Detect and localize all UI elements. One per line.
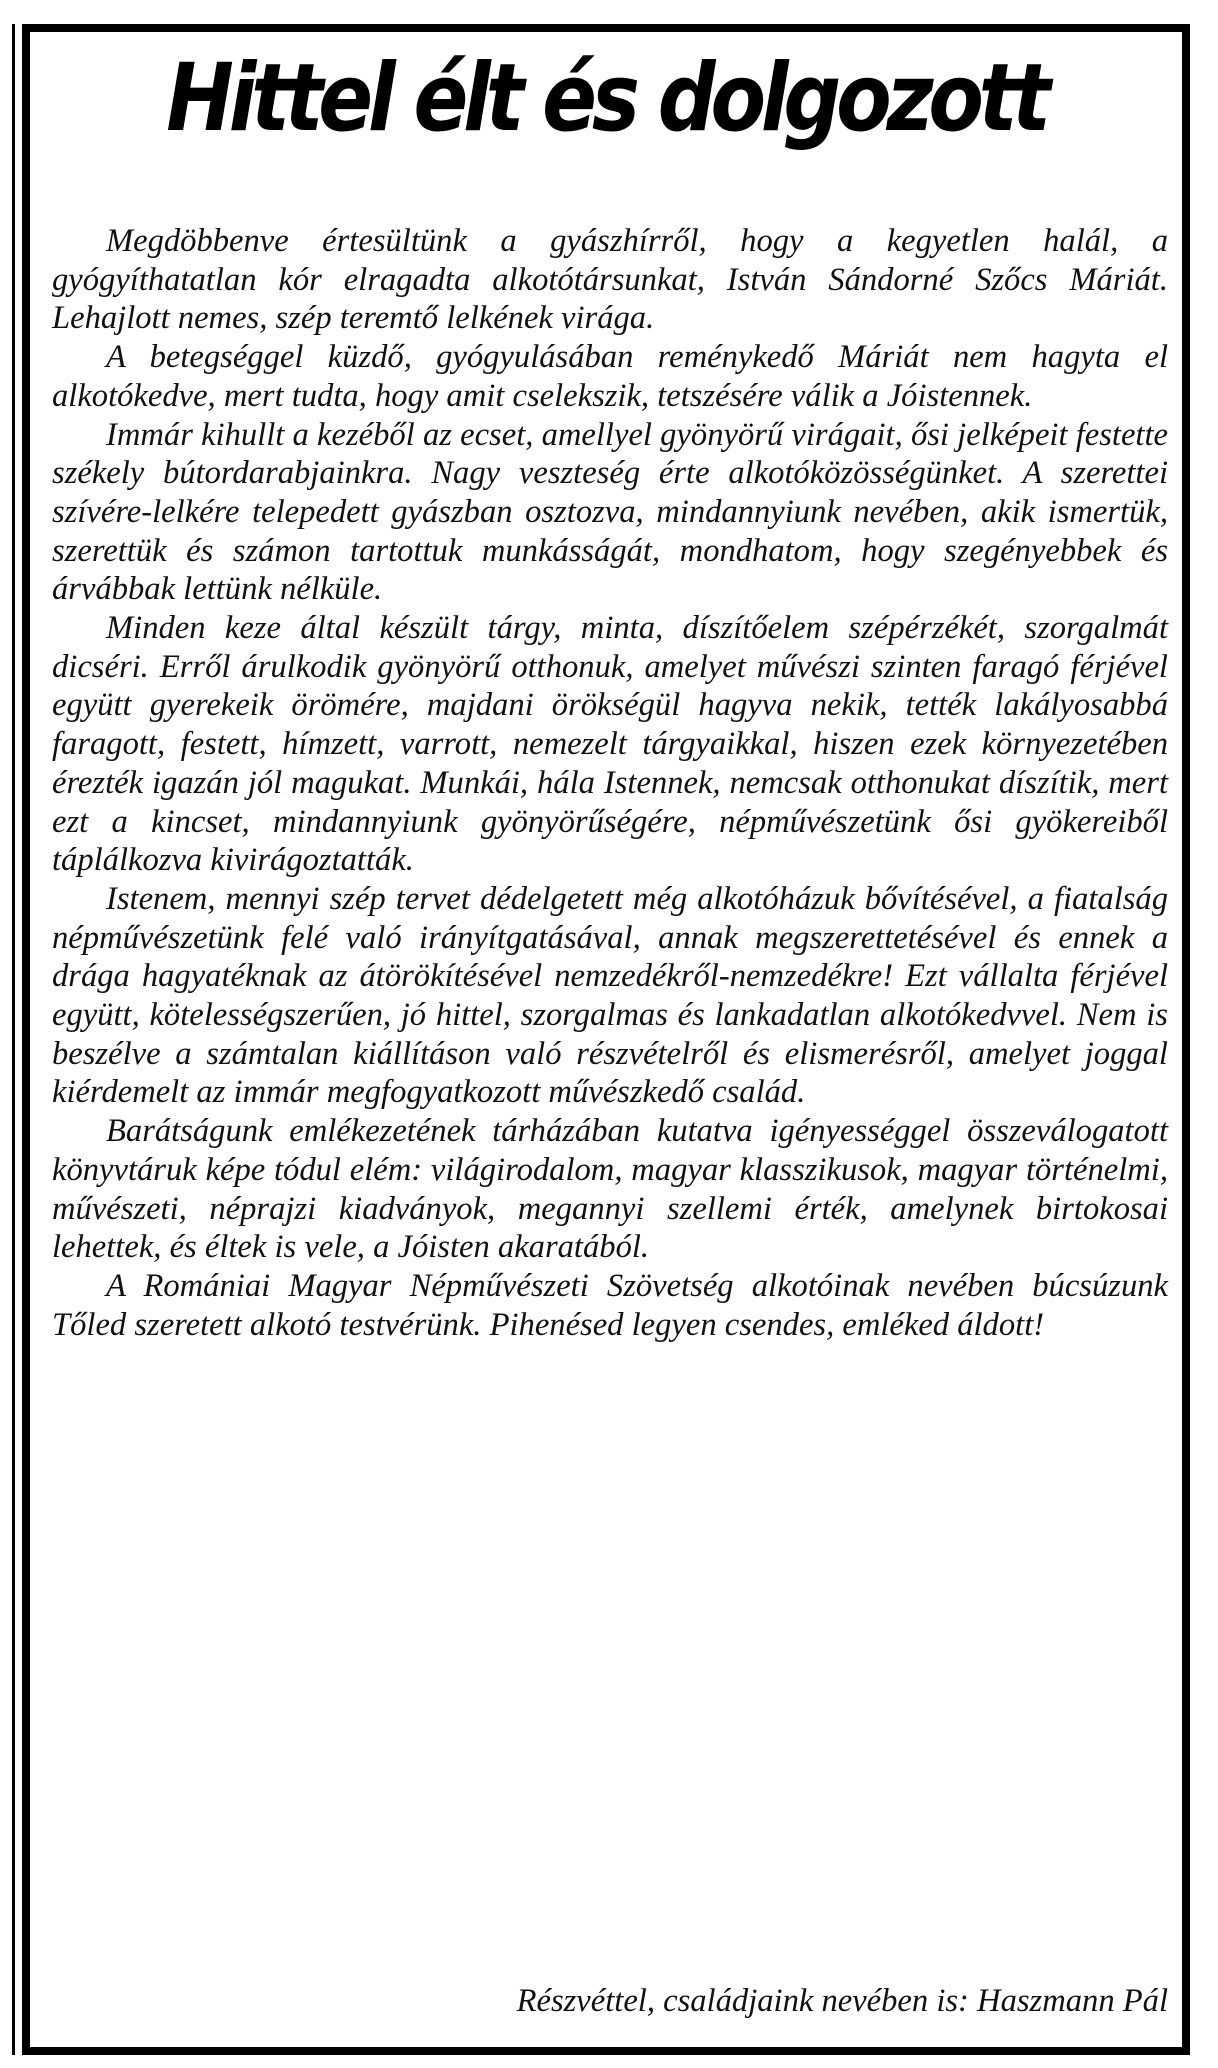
article-paragraph: Minden keze által készült tárgy, minta, díszítőelem szépérzékét, szorgalmát dicséri. Erről árulkodik gyönyörű otthonuk, amelyet művészi szinten faragó férjével együtt gyerekeik örömére, majdani örökségül hagyva nekik, tették lakályosabbá faragott, festett, hímzett, varrott, nemezelt tárgyaikkal, hiszen ezek környezetében érezték igazán jól magukat. Munkái, hála Istennek, nemcsak otthonukat díszítik, mert ezt a kincset, mindannyiunk gyönyörűségére, népművészetünk ősi gyökereiből táplálkozva kivirágoztatták. [52,610,1168,879]
article-paragraph: Barátságunk emlékezetének tárházában kutatva igényességgel összeválogatott könyvtáruk képe tódul elém: világirodalom, magyar klasszikusok, magyar történelmi, művészeti, néprajzi kiadványok, megannyi szellemi érték, amelynek birtokosai lehettek, és éltek is vele, a Jóisten akaratából. [52,1113,1168,1266]
article-paragraph: Istenem, mennyi szép tervet dédelgetett még alkotóházuk bővítésével, a fiatalság népművészetünk felé való irányítgatásával, annak megszerettetésével és ennek a drága hagyatéknak az átörökítésével nemzedékről-nemzedékre! Ezt vállalta férjével együtt, kötelességszerűen, jó hittel, szorgalmas és lankadatlan alkotókedvvel. Nem is beszélve a számtalan kiállításon való részvételről és elismerésről, amelyet joggal kiérdemelt az immár megfogyatkozott művészkedő család. [52,880,1168,1111]
page-edge-line [12,24,15,2055]
article-paragraph: Megdöbbenve értesültünk a gyászhírről, hogy a kegyetlen halál, a gyógyíthatatlan kór elragadta alkotótársunkat, István Sándorné Szőcs Máriát. Lehajlott nemes, szép teremtő lelkének virága. [52,223,1168,337]
article-paragraph: Immár kihullt a kezéből az ecset, amellyel gyönyörű virágait, ősi jelképeit festette székely bútordarabjainkra. Nagy veszteség érte alkotóközösségünket. A szerettei szívére-lelkére telepedett gyászban osztozva, mindannyiunk nevében, akik ismertük, szerettük és számon tartottuk munkásságát, mondhatom, hogy szegényebbek és árvábbak lettünk nélküle. [52,416,1168,608]
article-body [52,222,1168,1344]
article-paragraph: A Romániai Magyar Népművészeti Szövetség alkotóinak nevében búcsúzunk Tőled szeretett alkotó testvérünk. Pihenésed legyen csendes, emléked áldott! [52,1267,1168,1343]
article-signature: Részvéttel, családjaink nevében is: Haszmann Pál [516,1983,1168,2019]
article-paragraph: A betegséggel küzdő, gyógyulásában reménykedő Máriát nem hagyta el alkotókedve, mert tudta, hogy amit cselekszik, tetszésére válik a Jóistennek. [52,339,1168,414]
article-title: Hittel élt és dolgozott [166,44,1046,153]
article-frame [22,24,1190,2055]
